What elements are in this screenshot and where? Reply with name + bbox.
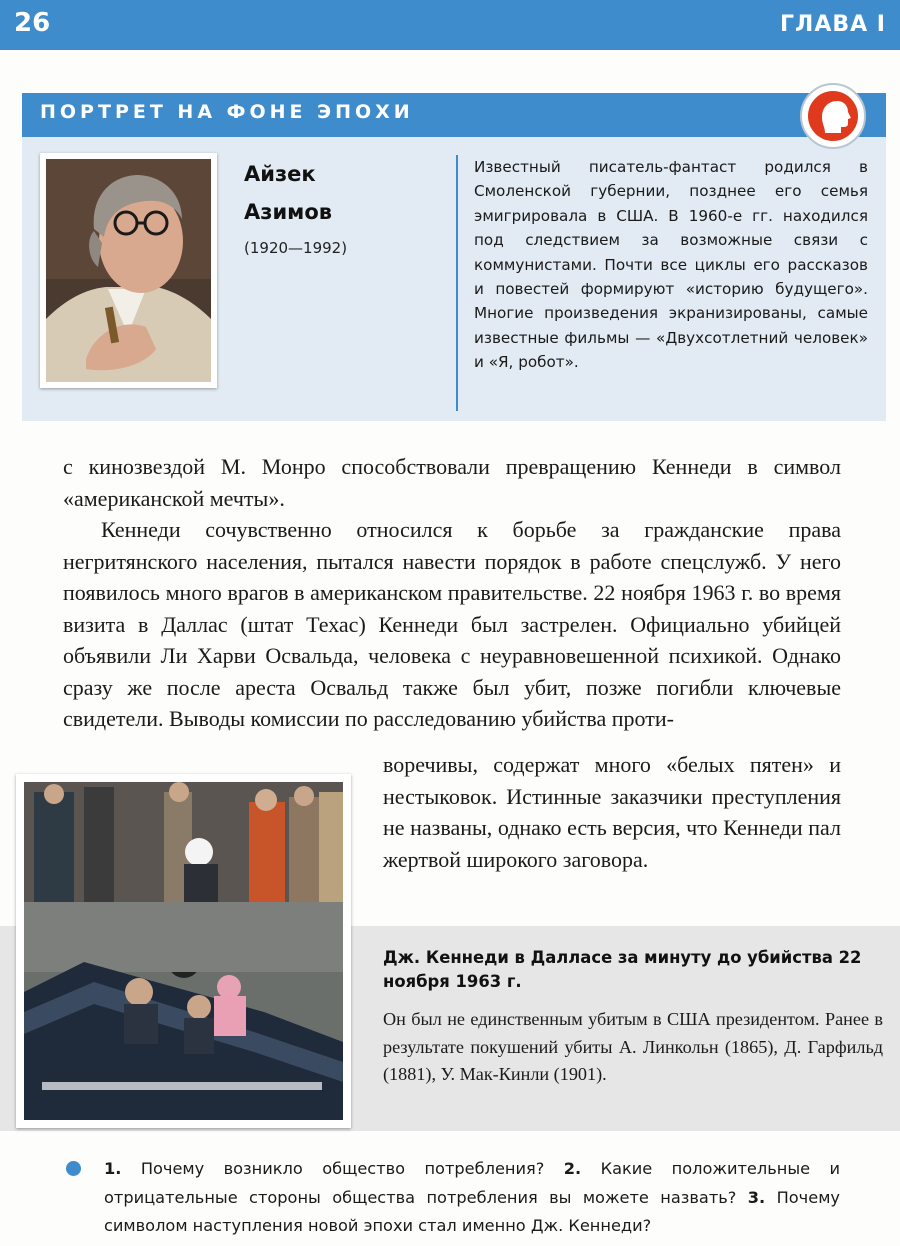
- main-text: [63, 451, 841, 735]
- caption-text: Он был не единственным убитым в США президентом. Ранее в результате покушений убиты А. Линкольн (1865), Д. Гарфильд (1881), У. Мак-Кинли (1901).: [383, 1009, 883, 1084]
- page-header: [0, 0, 900, 50]
- question-2: Какие положительные и отрицательные стороны общества потребления вы можете назвать?: [104, 1159, 841, 1207]
- kennedy-dallas-photo: [16, 774, 351, 1128]
- person-first-name: Айзек: [244, 162, 316, 186]
- bio-divider: [456, 155, 458, 411]
- page-number: 26: [14, 8, 51, 38]
- bullet-dot-icon: [66, 1161, 81, 1176]
- chapter-label: ГЛАВА I: [780, 12, 886, 37]
- paragraph-1: с кинозвездой М. Монро способствовали превращению Кеннеди в символ «американской мечты».: [63, 454, 841, 511]
- review-questions: [104, 1155, 840, 1241]
- person-bio: Известный писатель-фантаст родился в Смоленской губернии, позднее его семья эмигрировала в США. В 1960-е гг. находился под следствием за возможные связи с коммунистами. Почти все циклы его рассказов и повестей формируют «историю будущего». Многие произведения экранизированы, самые известные фильмы — «Двухсотлетний человек» и «Я, робот».: [474, 158, 868, 372]
- question-3-number: 3.: [747, 1187, 766, 1207]
- question-1: Почему возникло общество потребления?: [140, 1159, 545, 1178]
- question-3: Почему символом наступления новой эпохи стал именно Дж. Кеннеди?: [104, 1187, 840, 1235]
- person-last-name: Азимов: [244, 200, 333, 224]
- head-profile-icon: [800, 83, 866, 149]
- portrait-section-title: ПОРТРЕТ НА ФОНЕ ЭПОХИ: [40, 101, 414, 123]
- asimov-photo: [40, 153, 217, 388]
- person-years: (1920—1992): [244, 239, 348, 257]
- paragraph-2: Кеннеди сочувственно относился к борьбе за гражданские права негритянского населения, пытался навести порядок в работе спецслужб. У него появилось много врагов в американском правительстве. 22 ноября 1963 г. во время визита в Даллас (штат Техас) Кеннеди был застрелен. Официально убийцей объявили Ли Харви Освальда, человека с неуравновешенной психикой. Однако сразу же после ареста Освальд также был убит, позже погибли ключевые свидетели. Выводы комиссии по расследованию убийства проти-: [63, 517, 841, 731]
- question-1-number: 1.: [104, 1159, 122, 1178]
- person-name: [244, 155, 332, 231]
- portrait-box: [22, 93, 886, 421]
- portrait-box-header: [22, 93, 886, 137]
- paragraph-2-continued: воречивы, содержат много «белых пятен» и нестыковок. Истинные заказчики преступления не названы, однако есть версия, что Кеннеди пал жертвой широкого заговора.: [383, 752, 841, 872]
- caption-title: Дж. Кеннеди в Далласе за минуту до убийства 22 ноября 1963 г.: [383, 948, 862, 991]
- question-2-number: 2.: [563, 1159, 582, 1178]
